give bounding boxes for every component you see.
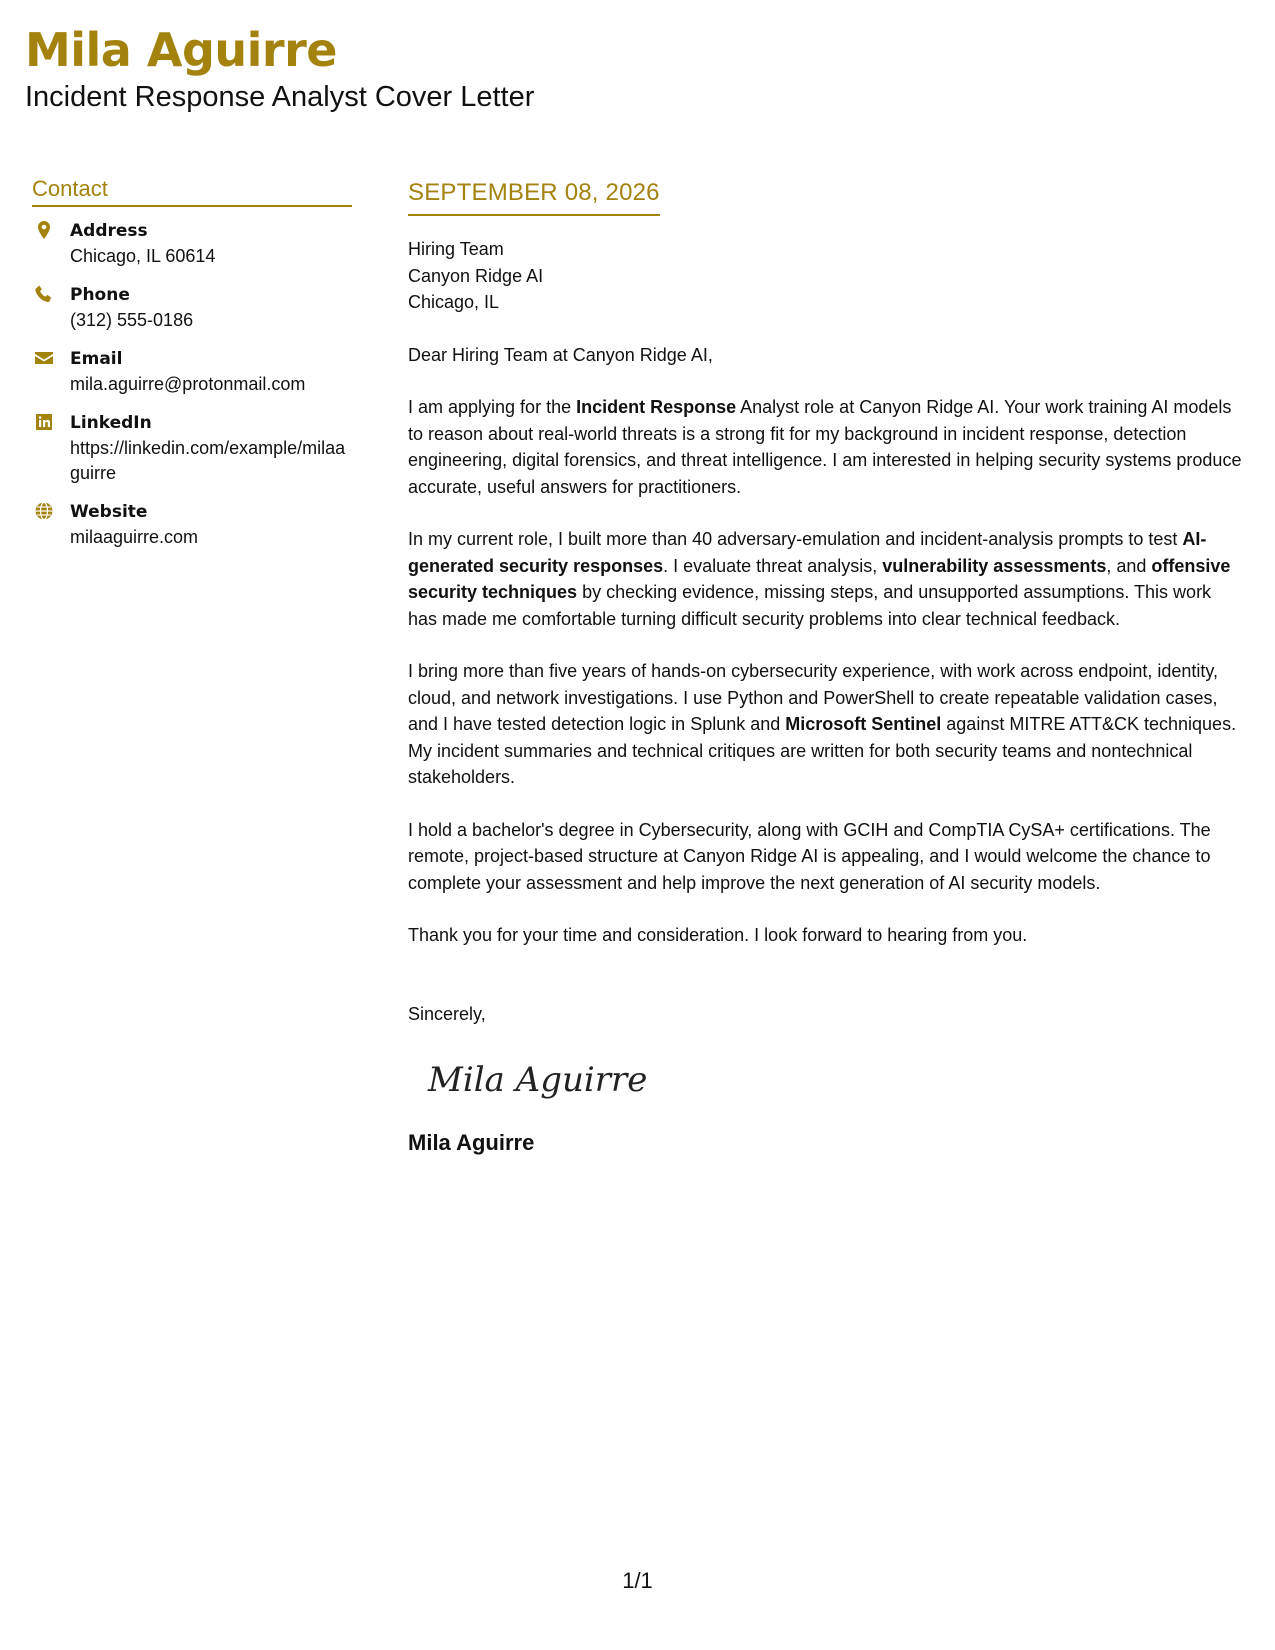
letter-body — [408, 178, 1243, 1156]
emphasized-text: vulnerability assessments — [882, 555, 1107, 576]
signature-image — [424, 1051, 1243, 1116]
contact-label: LinkedIn — [70, 413, 152, 433]
letter-subtitle: Incident Response Analyst Cover Letter — [25, 81, 535, 113]
letter-header — [25, 22, 534, 114]
contact-label: Email — [70, 349, 123, 369]
paragraph-text: . I evaluate threat analysis, — [663, 555, 883, 576]
paragraph-text: against MITRE ATT&CK techniques. My incident summaries and technical critiques are written for both security teams and nontechnical stakeholders. — [408, 714, 1237, 787]
page-number: 1/1 — [622, 1568, 653, 1593]
contact-item-address — [32, 219, 352, 269]
phone-icon — [32, 283, 56, 306]
contact-label: Website — [70, 502, 148, 522]
emphasized-text: offensive security techniques — [408, 555, 1231, 602]
contact-value: (312) 555-0186 — [70, 310, 194, 330]
contact-item-email — [32, 347, 352, 397]
closing: Sincerely, — [408, 1003, 486, 1024]
paragraph-text: , and — [1106, 555, 1152, 576]
paragraph-text: I am applying for the — [408, 397, 577, 417]
globe-icon — [32, 500, 56, 523]
contact-item-website — [32, 500, 352, 550]
signature-name: Mila Aguirre — [408, 1129, 535, 1155]
letter-date: SEPTEMBER 08, 2026 — [408, 178, 660, 216]
paragraph-text: Analyst role at Canyon Ridge AI. Your work training AI models to reason about real-world threats is a strong fit for my background in incident response, detection engineering, digital forensics, and threat intelligence. I am interested in helping security systems produce accurate, useful answers for practitioners. — [408, 397, 1242, 497]
email-link[interactable]: mila.aguirre@protonmail.com — [70, 374, 306, 394]
recipient-line: Hiring Team — [408, 239, 504, 259]
body-paragraph — [408, 394, 1243, 500]
paragraph-text: I bring more than five years of hands-on cybersecurity experience, with work across endpoint, identity, cloud, and network investigations. I use Python and PowerShell to create repeatable validation cases, and I have tested detection logic in Splunk and — [408, 661, 1219, 734]
contact-label: Address — [70, 221, 148, 241]
linkedin-icon — [32, 411, 56, 434]
applicant-name: Mila Aguirre — [25, 23, 337, 77]
recipient-line: Chicago, IL — [408, 292, 500, 312]
body-paragraphs — [408, 394, 1243, 949]
body-paragraph — [408, 922, 1243, 949]
paragraph-text: Thank you for your time and consideration. I look forward to hearing from you. — [408, 925, 1028, 945]
recipient-block — [408, 236, 1243, 316]
envelope-icon — [32, 347, 56, 370]
emphasized-text: AI-generated security responses — [408, 529, 1207, 576]
map-pin-icon — [32, 219, 56, 242]
emphasized-text: Microsoft Sentinel — [785, 714, 942, 734]
paragraph-text: I hold a bachelor's degree in Cybersecurity, along with GCIH and CompTIA CySA+ certifications. The remote, project-based structure at Canyon Ridge AI is appealing, and I would welcome the chance to complete your assessment and help improve the next generation of AI security models. — [408, 819, 1211, 893]
contact-sidebar — [32, 175, 352, 564]
emphasized-text: Incident Response — [576, 397, 737, 417]
contact-heading: Contact — [32, 175, 352, 207]
body-paragraph — [408, 817, 1243, 897]
contact-value: Chicago, IL 60614 — [70, 246, 216, 266]
contact-label: Phone — [70, 285, 130, 305]
body-paragraph — [408, 658, 1243, 791]
body-paragraph — [408, 526, 1243, 632]
website-link[interactable]: milaaguirre.com — [70, 527, 199, 547]
contact-item-linkedin — [32, 411, 352, 486]
recipient-line: Canyon Ridge AI — [408, 265, 544, 286]
linkedin-link[interactable]: https://linkedin.com/example/milaaguirre — [70, 438, 346, 483]
paragraph-text: by checking evidence, missing steps, and unsupported assumptions. This work has made me comfortable turning difficult security problems into clear technical feedback. — [408, 582, 1212, 629]
signature-script: Mila Aguirre — [428, 1059, 648, 1100]
contact-item-phone — [32, 283, 352, 333]
salutation: Dear Hiring Team at Canyon Ridge AI, — [408, 344, 713, 365]
paragraph-text: In my current role, I built more than 40 adversary-emulation and incident-analysis prompts to test — [408, 529, 1183, 549]
